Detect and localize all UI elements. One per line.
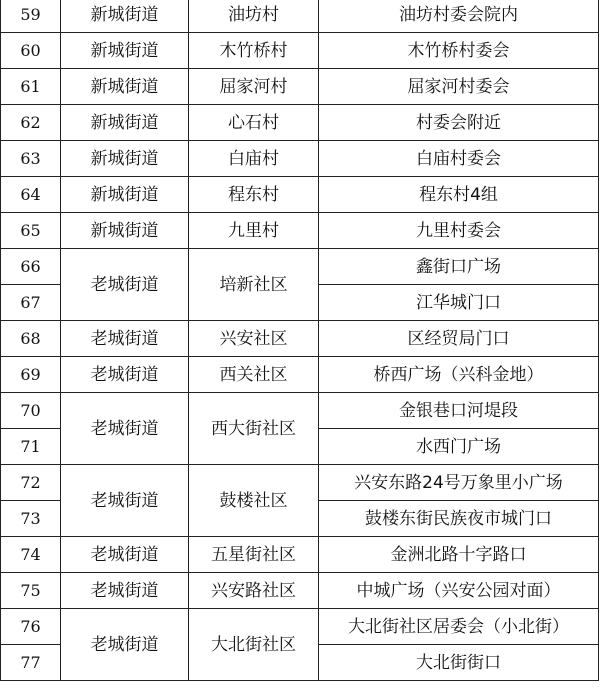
row-number: 62 [1,105,61,141]
row-number: 59 [1,0,61,33]
table-row [1,69,599,105]
table-row [1,321,599,357]
row-number: 60 [1,33,61,69]
location-cell: 大北街社区居委会（小北街） [319,609,599,645]
location-cell: 区经贸局门口 [319,321,599,357]
community-cell: 油坊村 [189,0,319,33]
street-cell: 老城街道 [61,609,189,681]
location-cell: 鼓楼东街民族夜市城门口 [319,501,599,537]
street-cell: 新城街道 [61,141,189,177]
table-row [1,573,599,609]
location-cell: 大北街街口 [319,645,599,681]
row-number: 72 [1,465,61,501]
row-number: 70 [1,393,61,429]
community-cell: 鼓楼社区 [189,465,319,537]
row-number: 67 [1,285,61,321]
location-cell: 油坊村委会院内 [319,0,599,33]
street-cell: 新城街道 [61,105,189,141]
community-cell: 兴安路社区 [189,573,319,609]
row-number: 73 [1,501,61,537]
table-row [1,141,599,177]
row-number: 75 [1,573,61,609]
location-cell: 九里村委会 [319,213,599,249]
community-cell: 程东村 [189,177,319,213]
location-cell: 白庙村委会 [319,141,599,177]
location-cell: 木竹桥村委会 [319,33,599,69]
table-row [1,0,599,33]
table-row [1,177,599,213]
table-row [1,213,599,249]
table-row [1,537,599,573]
row-number: 63 [1,141,61,177]
street-cell: 新城街道 [61,0,189,33]
street-cell: 老城街道 [61,537,189,573]
community-cell: 西关社区 [189,357,319,393]
community-cell: 木竹桥村 [189,33,319,69]
location-cell: 鑫街口广场 [319,249,599,285]
community-cell: 大北街社区 [189,609,319,681]
table-row [1,249,599,285]
street-cell: 新城街道 [61,177,189,213]
location-cell: 金银巷口河堤段 [319,393,599,429]
row-number: 61 [1,69,61,105]
street-cell: 新城街道 [61,69,189,105]
street-cell: 老城街道 [61,249,189,321]
row-number: 74 [1,537,61,573]
location-cell: 兴安东路24号万象里小广场 [319,465,599,501]
table-row [1,105,599,141]
table-row [1,609,599,645]
location-cell: 程东村4组 [319,177,599,213]
table-row [1,465,599,501]
table-row [1,357,599,393]
location-cell: 屈家河村委会 [319,69,599,105]
row-number: 66 [1,249,61,285]
street-cell: 新城街道 [61,33,189,69]
row-number: 77 [1,645,61,681]
row-number: 69 [1,357,61,393]
community-cell: 九里村 [189,213,319,249]
street-cell: 老城街道 [61,321,189,357]
community-cell: 白庙村 [189,141,319,177]
street-cell: 老城街道 [61,465,189,537]
row-number: 68 [1,321,61,357]
street-cell: 老城街道 [61,357,189,393]
street-cell: 老城街道 [61,573,189,609]
location-cell: 江华城门口 [319,285,599,321]
row-number: 76 [1,609,61,645]
row-number: 64 [1,177,61,213]
location-cell: 桥西广场（兴科金地） [319,357,599,393]
community-cell: 五星街社区 [189,537,319,573]
location-cell: 水西门广场 [319,429,599,465]
community-cell: 屈家河村 [189,69,319,105]
street-cell: 老城街道 [61,393,189,465]
row-number: 65 [1,213,61,249]
community-cell: 西大街社区 [189,393,319,465]
table-row [1,393,599,429]
community-cell: 心石村 [189,105,319,141]
table-row [1,33,599,69]
street-cell: 新城街道 [61,213,189,249]
row-number: 71 [1,429,61,465]
community-cell: 兴安社区 [189,321,319,357]
community-cell: 培新社区 [189,249,319,321]
location-cell: 村委会附近 [319,105,599,141]
location-cell: 中城广场（兴安公园对面） [319,573,599,609]
location-cell: 金洲北路十字路口 [319,537,599,573]
